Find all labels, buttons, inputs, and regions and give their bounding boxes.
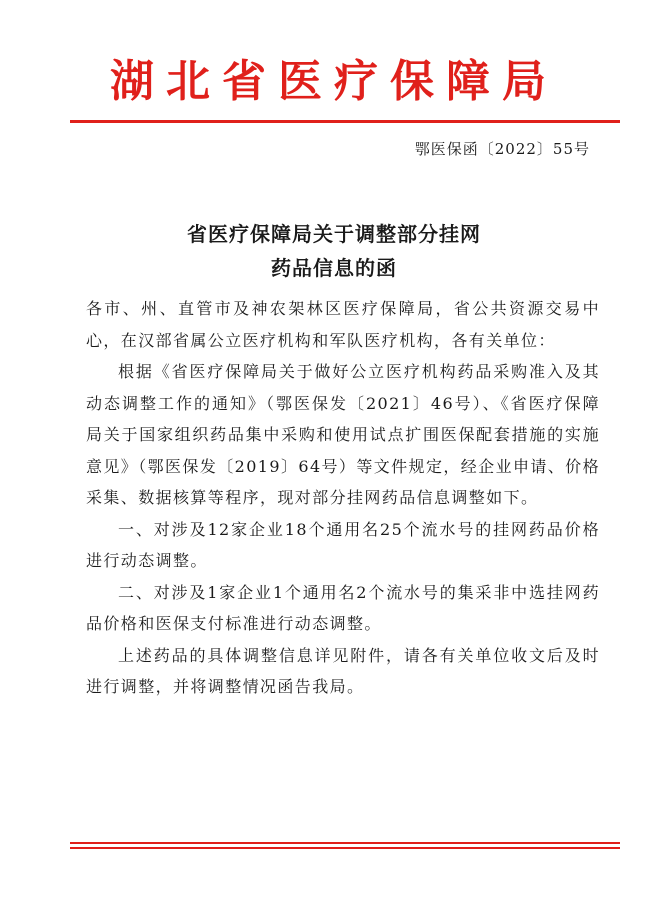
footer-red-rule-top bbox=[70, 842, 620, 844]
addressee-paragraph: 各市、州、直管市及神农架林区医疗保障局，省公共资源交易中心，在汉部省属公立医疗机构和军队医疗机构，各有关单位： bbox=[86, 299, 600, 350]
body-paragraph-item-1: 一、对涉及12家企业18个通用名25个流水号的挂网药品价格进行动态调整。 bbox=[86, 519, 600, 570]
body-paragraph-item-2: 二、对涉及1家企业1个通用名2个流水号的集采非中选挂网药品价格和医保支付标准进行动态调整。 bbox=[86, 582, 600, 633]
body-paragraph-basis: 根据《省医疗保障局关于做好公立医疗机构药品采购准入及其动态调整工作的通知》（鄂医保发〔2021〕46号）、《省医疗保障局关于国家组织药品集中采购和使用试点扩围医保配套措施的实施意见》（鄂医保发〔2019〕64号）等文件规定，经企业申请、价格采集、数据核算等程序，现对部分挂网药品信息调整如下。 bbox=[86, 362, 600, 507]
document-title-line-1: 省医疗保障局关于调整部分挂网 bbox=[187, 222, 481, 246]
document-number: 鄂医保函〔2022〕55号 bbox=[414, 140, 590, 158]
body-paragraph-closing: 上述药品的具体调整信息详见附件，请各有关单位收文后及时进行调整，并将调整情况函告我局。 bbox=[86, 645, 600, 696]
agency-header-title: 湖北省医疗保障局 bbox=[110, 56, 558, 107]
footer-red-rule-bottom bbox=[70, 847, 620, 849]
document-title-line-2: 药品信息的函 bbox=[271, 256, 397, 280]
document-body bbox=[86, 293, 600, 703]
header-red-rule bbox=[70, 120, 620, 123]
